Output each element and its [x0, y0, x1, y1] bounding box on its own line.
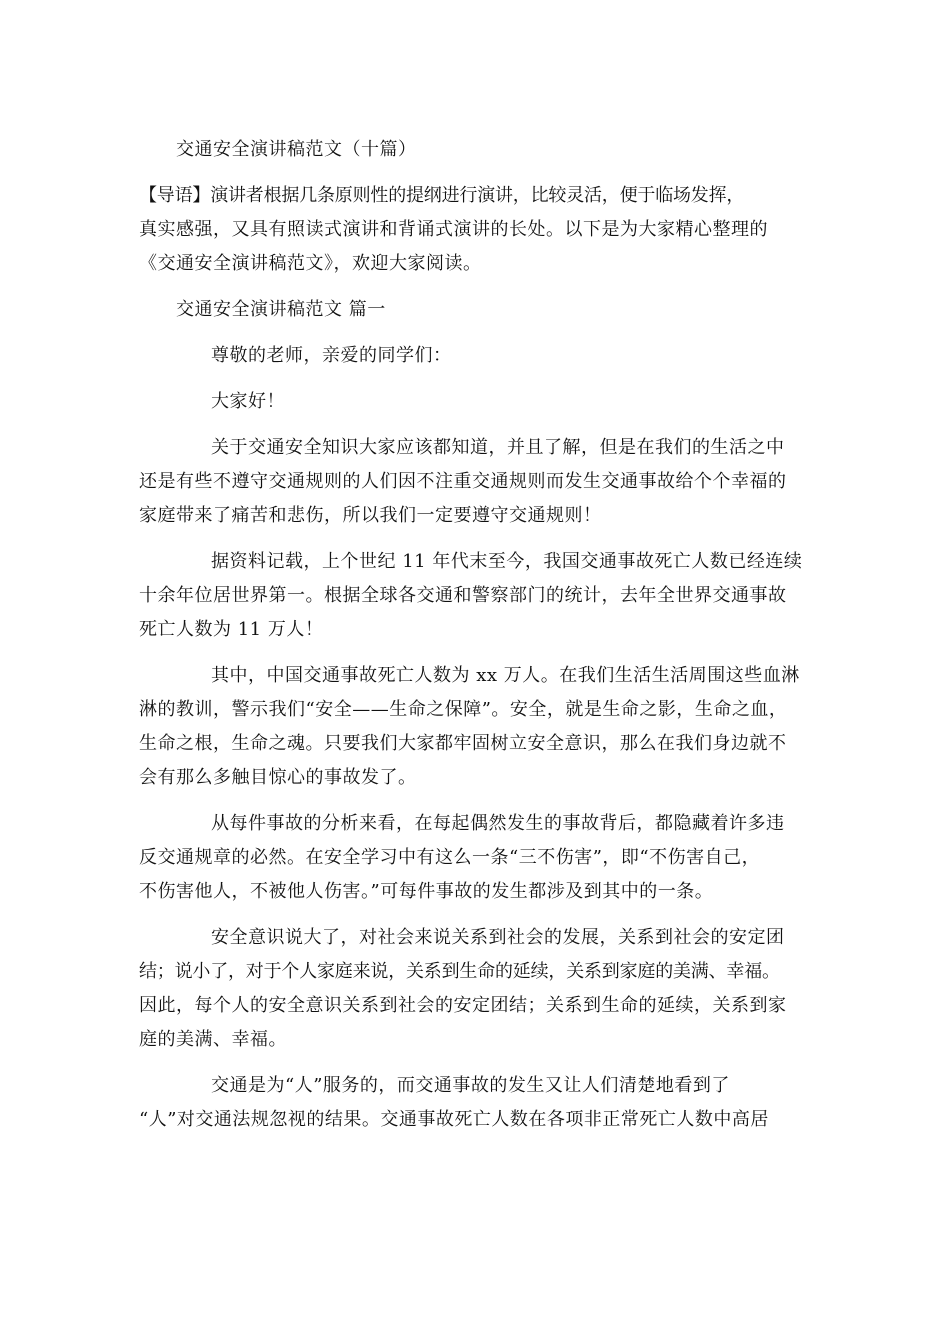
paragraph-line: 淋的教训，警示我们“安全——生命之保障”。安全，就是生命之影，生命之血， — [139, 699, 788, 720]
body-paragraph — [139, 1069, 811, 1137]
paragraph-line: 不伤害他人，不被他人伤害。”可每件事故的发生都涉及到其中的一条。 — [139, 881, 714, 902]
body-paragraph — [139, 921, 811, 1057]
body-paragraph — [139, 545, 811, 647]
document-body — [139, 133, 811, 1137]
paragraph-line: 死亡人数为 11 万人！ — [139, 619, 324, 640]
body-paragraph — [139, 659, 811, 795]
salutation: 尊敬的老师，亲爱的同学们： — [211, 345, 452, 366]
paragraph-line: 因此，每个人的安全意识关系到社会的安定团结；关系到生命的延续，关系到家 — [139, 995, 787, 1016]
greeting: 大家好！ — [211, 391, 285, 412]
paragraph-line: 其中，中国交通事故死亡人数为 xx 万人。在我们生活生活周围这些血淋 — [211, 665, 800, 686]
paragraph-line: 安全意识说大了，对社会来说关系到社会的发展，关系到社会的安定团 — [211, 927, 785, 948]
body-paragraph — [139, 431, 811, 533]
intro-line: 《交通安全演讲稿范文》，欢迎大家阅读。 — [139, 253, 482, 274]
section-heading: 交通安全演讲稿范文 篇一 — [176, 299, 386, 320]
intro-line: 真实感强，又具有照读式演讲和背诵式演讲的长处。以下是为大家精心整理的 — [139, 219, 768, 240]
paragraph-line: 家庭带来了痛苦和悲伤，所以我们一定要遵守交通规则！ — [139, 505, 602, 526]
paragraph-line: 据资料记载，上个世纪 11 年代末至今，我国交通事故死亡人数已经连续 — [211, 551, 803, 572]
paragraph-line: 会有那么多触目惊心的事故发了。 — [139, 767, 417, 788]
paragraph-line: 还是有些不遵守交通规则的人们因不注重交通规则而发生交通事故给个个幸福的 — [139, 471, 787, 492]
paragraph-line: 交通是为“人”服务的，而交通事故的发生又让人们清楚地看到了 — [211, 1075, 730, 1096]
paragraph-line: 反交通规章的必然。在安全学习中有这么一条“三不伤害”，即“不伤害自己， — [139, 847, 761, 868]
document-title: 交通安全演讲稿范文（十篇） — [176, 139, 417, 160]
intro-paragraph — [139, 179, 811, 281]
paragraph-line: 从每件事故的分析来看，在每起偶然发生的事故背后，都隐藏着许多违 — [211, 813, 785, 834]
paragraph-line: “人”对交通法规忽视的结果。交通事故死亡人数在各项非正常死亡人数中高居 — [139, 1109, 769, 1130]
intro-line: 【导语】演讲者根据几条原则性的提纲进行演讲，比较灵活，便于临场发挥， — [139, 185, 745, 206]
paragraph-line: 生命之根，生命之魂。只要我们大家都牢固树立安全意识，那么在我们身边就不 — [139, 733, 787, 754]
paragraph-line: 庭的美满、幸福。 — [139, 1029, 287, 1050]
body-paragraph — [139, 807, 811, 909]
paragraph-line: 结；说小了，对于个人家庭来说，关系到生命的延续，关系到家庭的美满、幸福。 — [139, 961, 780, 982]
paragraph-line: 关于交通安全知识大家应该都知道，并且了解，但是在我们的生活之中 — [211, 437, 785, 458]
paragraph-line: 十余年位居世界第一。根据全球各交通和警察部门的统计，去年全世界交通事故 — [139, 585, 787, 606]
